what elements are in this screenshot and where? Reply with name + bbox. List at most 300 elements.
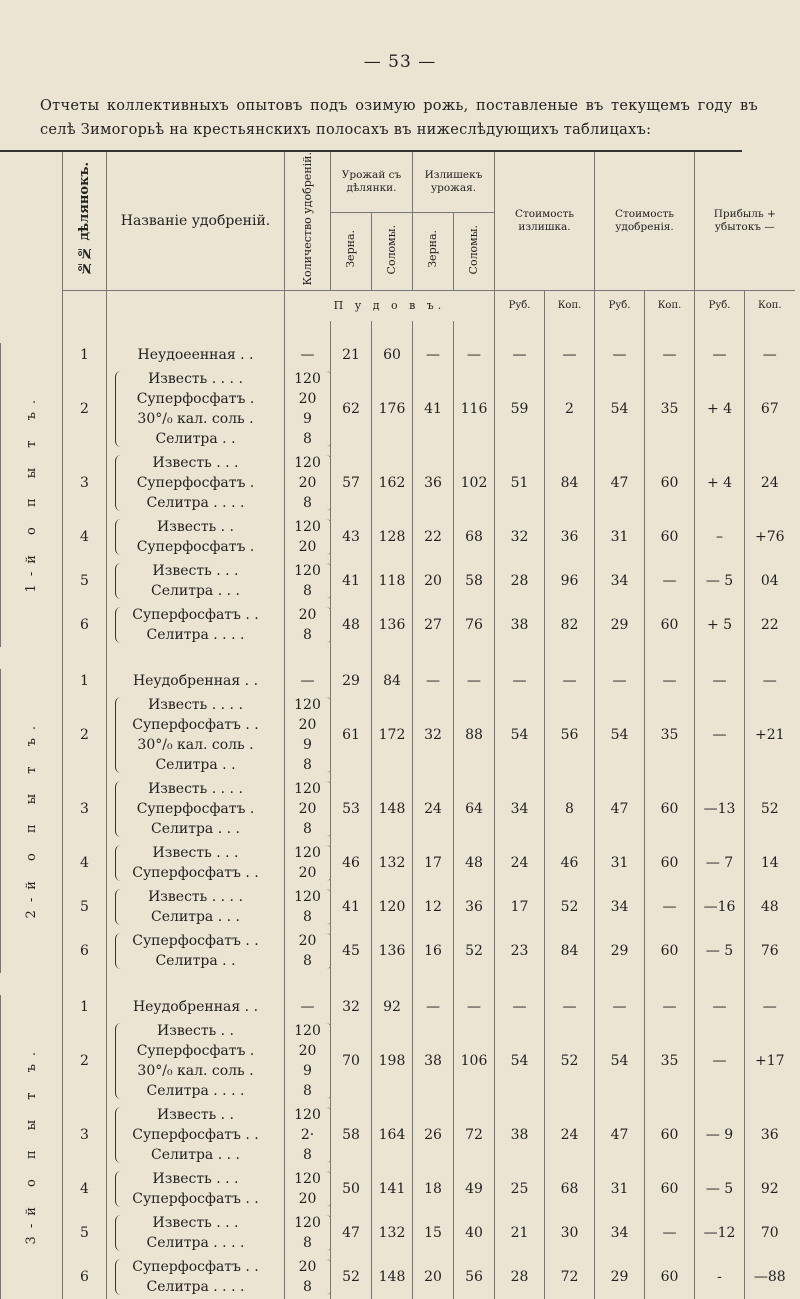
profit-kop: 24: [745, 451, 795, 515]
fertilizer-quantity: 20: [298, 474, 317, 491]
yield-grain: 57: [331, 451, 372, 515]
fert-cost-kop: 35: [645, 367, 695, 451]
profit-kop: —: [745, 995, 795, 1019]
experiment-gap: [1, 647, 795, 669]
fertilizer-quantity: 120: [294, 1022, 321, 1039]
table-row: [1, 451, 795, 515]
surplus-grain: —: [413, 995, 454, 1019]
left-brace: [115, 1023, 122, 1099]
fertilizer-quantity: 20: [298, 1190, 317, 1207]
fertilizer-quantities: [285, 515, 331, 559]
unit-kop-3: Коп.: [745, 290, 795, 321]
fertilizer-name: Суперфосфатъ . .: [132, 606, 259, 623]
yield-straw: 92: [372, 995, 413, 1019]
fertilizer-names: [107, 669, 285, 693]
surplus-cost-rub: —: [495, 995, 545, 1019]
fertilizer-quantity: 120: [294, 518, 321, 535]
surplus-cost-rub: 38: [495, 603, 545, 647]
fertilizer-quantity: 8: [303, 756, 312, 773]
fertilizer-name: Селитра . . .: [151, 820, 240, 837]
surplus-cost-kop: —: [545, 995, 595, 1019]
fertilizer-name: Селитра . . .: [151, 582, 240, 599]
surplus-header: Излишекъ урожая.: [413, 152, 495, 212]
surplus-grain: 17: [413, 841, 454, 885]
surplus-cost-kop: 36: [545, 515, 595, 559]
profit-kop: 92: [745, 1167, 795, 1211]
fertilizer-quantity: 8: [303, 1234, 312, 1251]
fertilizer-name: Селитра . . . .: [146, 1082, 245, 1099]
yield-grain: 53: [331, 777, 372, 841]
experiment-gap: [1, 973, 795, 995]
profit-rub: — 5: [695, 559, 745, 603]
fertilizer-quantities: [285, 669, 331, 693]
fertilizer-name: Селитра . . . .: [146, 494, 245, 511]
profit-rub: — 5: [695, 1167, 745, 1211]
yield-grain: 46: [331, 841, 372, 885]
fert-cost-kop: 60: [645, 929, 695, 973]
surplus-cost-rub: 28: [495, 1255, 545, 1299]
fertilizer-quantity: 8: [303, 1278, 312, 1295]
fertilizer-names: [107, 367, 285, 451]
surplus-cost-kop: 2: [545, 367, 595, 451]
fert-cost-rub: 34: [595, 1211, 645, 1255]
profit-kop: +76: [745, 515, 795, 559]
profit-rub: — 7: [695, 841, 745, 885]
quantity-header: Количество удобреній.: [285, 152, 331, 290]
experiment-gap: [1, 321, 795, 343]
fert-cost-rub: 47: [595, 451, 645, 515]
table-row: [1, 515, 795, 559]
fertilizer-quantity: 8: [303, 494, 312, 511]
fert-cost-rub: 29: [595, 603, 645, 647]
surplus-straw: 76: [454, 603, 495, 647]
fertilizer-quantity: 120: [294, 696, 321, 713]
table-row: [1, 693, 795, 777]
surplus-cost-kop: 24: [545, 1103, 595, 1167]
fertilizer-name: Селитра . . . .: [146, 1278, 245, 1295]
profit-rub: —16: [695, 885, 745, 929]
surplus-straw: 68: [454, 515, 495, 559]
fertilizer-name: 30°/₀ кал. соль .: [137, 736, 254, 753]
fertilizer-quantity: 8: [303, 908, 312, 925]
surplus-straw-header: Соломы.: [454, 212, 495, 290]
surplus-cost-kop: 84: [545, 929, 595, 973]
fert-cost-rub: —: [595, 343, 645, 367]
fertilizer-quantity: 120: [294, 888, 321, 905]
fertilizer-quantity: —: [300, 998, 315, 1015]
profit-rub: –: [695, 515, 745, 559]
surplus-cost-rub: 17: [495, 885, 545, 929]
fert-cost-kop: 35: [645, 1019, 695, 1103]
fertilizer-quantity: 120: [294, 562, 321, 579]
fertilizer-quantity: 120: [294, 1106, 321, 1123]
yield-straw: 118: [372, 559, 413, 603]
profit-kop: 76: [745, 929, 795, 973]
profit-kop: —: [745, 669, 795, 693]
yield-grain: 21: [331, 343, 372, 367]
profit-rub: —: [695, 669, 745, 693]
profit-kop: +21: [745, 693, 795, 777]
surplus-grain: 20: [413, 559, 454, 603]
fertilizer-quantities: [285, 885, 331, 929]
fertilizer-quantities: [285, 841, 331, 885]
surplus-cost-kop: 68: [545, 1167, 595, 1211]
table-row: [1, 841, 795, 885]
left-brace: [115, 371, 122, 447]
fertilizer-names: [107, 1103, 285, 1167]
yield-grain: 41: [331, 559, 372, 603]
fertilizer-quantity: 8: [303, 582, 312, 599]
surplus-grain: 18: [413, 1167, 454, 1211]
experiment-label: 1-й о п ы т ъ.: [1, 343, 63, 647]
experiment-label: 2-й о п ы т ъ.: [1, 669, 63, 973]
fertilizer-name: Известь . . . .: [148, 370, 243, 387]
fertilizer-quantity: 20: [298, 800, 317, 817]
fert-cost-rub: 54: [595, 1019, 645, 1103]
surplus-cost-rub: 24: [495, 841, 545, 885]
surplus-cost-rub: 23: [495, 929, 545, 973]
plot-number: 4: [63, 1167, 107, 1211]
fert-cost-rub: —: [595, 669, 645, 693]
left-brace: [115, 563, 122, 599]
table-row: [1, 929, 795, 973]
fertilizer-quantity: —: [300, 346, 315, 363]
fert-cost-kop: 60: [645, 451, 695, 515]
fertilizer-name: Селитра . .: [155, 430, 236, 447]
yield-straw: 128: [372, 515, 413, 559]
plot-number: 2: [63, 1019, 107, 1103]
fertilizer-header: Названіе удобреній.: [107, 152, 285, 290]
surplus-straw: 64: [454, 777, 495, 841]
fert-cost-kop: —: [645, 885, 695, 929]
fertilizer-names: [107, 1211, 285, 1255]
fertilizer-names: [107, 1167, 285, 1211]
yield-straw: 132: [372, 841, 413, 885]
fertilizer-quantities: [285, 1167, 331, 1211]
plot-number: 2: [63, 693, 107, 777]
surplus-grain: 36: [413, 451, 454, 515]
surplus-grain: 20: [413, 1255, 454, 1299]
surplus-cost-rub: 54: [495, 1019, 545, 1103]
profit-kop: —88: [745, 1255, 795, 1299]
profit-rub: —13: [695, 777, 745, 841]
fertilizer-quantities: [285, 343, 331, 367]
fert-cost-rub: 34: [595, 559, 645, 603]
unit-rub-2: Руб.: [595, 290, 645, 321]
fertilizer-name: Суперфосфатъ .: [136, 538, 255, 555]
yield-straw: 136: [372, 603, 413, 647]
fert-cost-rub: 54: [595, 367, 645, 451]
yield-straw: 60: [372, 343, 413, 367]
yield-grain: 47: [331, 1211, 372, 1255]
fert-cost-rub: 54: [595, 693, 645, 777]
surplus-straw: 56: [454, 1255, 495, 1299]
fertilizer-quantities: [285, 777, 331, 841]
fertilizer-names: [107, 693, 285, 777]
fert-cost-rub: 31: [595, 841, 645, 885]
fertilizer-quantities: [285, 603, 331, 647]
fertilizer-quantity: 9: [303, 410, 312, 427]
yield-grain: 50: [331, 1167, 372, 1211]
fertilizer-name: Селитра . . .: [151, 908, 240, 925]
fertilizer-quantities: [285, 451, 331, 515]
surplus-straw: 36: [454, 885, 495, 929]
table-row: [1, 343, 795, 367]
fert-cost-kop: —: [645, 1211, 695, 1255]
fertilizer-quantity: 20: [298, 538, 317, 555]
fertilizer-quantity: 120: [294, 1214, 321, 1231]
surplus-cost-kop: 72: [545, 1255, 595, 1299]
plots-header-unit: [63, 290, 107, 321]
surplus-cost-kop: 82: [545, 603, 595, 647]
surplus-straw: 88: [454, 693, 495, 777]
table-row: [1, 559, 795, 603]
yield-straw: 172: [372, 693, 413, 777]
surplus-cost-kop: 52: [545, 1019, 595, 1103]
fertilizer-quantity: 20: [298, 606, 317, 623]
fertilizer-name: Известь . . . .: [148, 888, 243, 905]
fertilizer-names: [107, 1019, 285, 1103]
fertilizer-quantity: 20: [298, 716, 317, 733]
yield-straw: 162: [372, 451, 413, 515]
experiment-label: 3-й о п ы т ъ.: [1, 995, 63, 1299]
profit-kop: +17: [745, 1019, 795, 1103]
fertilizer-quantity: 20: [298, 932, 317, 949]
fertilizer-names: [107, 885, 285, 929]
left-brace: [115, 1259, 122, 1295]
fert-cost-rub: 34: [595, 885, 645, 929]
table-body: [1, 321, 795, 1299]
fert-cost-kop: 60: [645, 515, 695, 559]
yield-straw: 164: [372, 1103, 413, 1167]
surplus-straw: —: [454, 669, 495, 693]
surplus-cost-rub: 28: [495, 559, 545, 603]
yield-straw: 141: [372, 1167, 413, 1211]
surplus-grain: 22: [413, 515, 454, 559]
yield-grain: 61: [331, 693, 372, 777]
surplus-grain: 26: [413, 1103, 454, 1167]
surplus-grain: 16: [413, 929, 454, 973]
yield-straw: 198: [372, 1019, 413, 1103]
profit-kop: —: [745, 343, 795, 367]
fertilizer-header-unit: [107, 290, 285, 321]
surplus-straw: 72: [454, 1103, 495, 1167]
yield-straw: 148: [372, 1255, 413, 1299]
fertilizer-name: Селитра . .: [155, 952, 236, 969]
surplus-cost-kop: 46: [545, 841, 595, 885]
fertilizer-quantity: 120: [294, 1170, 321, 1187]
profit-rub: — 5: [695, 929, 745, 973]
table-row: [1, 1019, 795, 1103]
table-row: [1, 603, 795, 647]
plots-header: №№ дѣлянокъ.: [63, 152, 107, 290]
profit-header: Прибыль + убытокъ —: [695, 152, 795, 290]
fertilizer-names: [107, 1255, 285, 1299]
left-brace: [115, 697, 122, 773]
surplus-straw: 52: [454, 929, 495, 973]
surplus-straw: 106: [454, 1019, 495, 1103]
fert-cost-rub: —: [595, 995, 645, 1019]
fertilizer-quantities: [285, 929, 331, 973]
fert-cost-kop: —: [645, 559, 695, 603]
fertilizer-quantity: 8: [303, 820, 312, 837]
plot-number: 3: [63, 777, 107, 841]
fert-cost-kop: 60: [645, 841, 695, 885]
plot-number: 4: [63, 841, 107, 885]
yield-grain: 70: [331, 1019, 372, 1103]
fert-cost-kop: 60: [645, 603, 695, 647]
surplus-straw: 48: [454, 841, 495, 885]
table-row: [1, 1211, 795, 1255]
unit-kop-2: Коп.: [645, 290, 695, 321]
fert-cost-rub: 47: [595, 777, 645, 841]
surplus-grain: 12: [413, 885, 454, 929]
profit-kop: 14: [745, 841, 795, 885]
yield-grain: 48: [331, 603, 372, 647]
profit-rub: —12: [695, 1211, 745, 1255]
yield-grain: 41: [331, 885, 372, 929]
fertilizer-name: Известь . . .: [152, 1170, 239, 1187]
fertilizer-quantity: 8: [303, 430, 312, 447]
fertilizer-name: Суперфосфатъ . .: [132, 932, 259, 949]
surplus-cost-rub: —: [495, 669, 545, 693]
surplus-cost-rub: 25: [495, 1167, 545, 1211]
profit-rub: —: [695, 1019, 745, 1103]
table-row: [1, 1167, 795, 1211]
fertilizer-names: [107, 559, 285, 603]
left-brace: [115, 1215, 122, 1251]
profit-rub: —: [695, 343, 745, 367]
profit-rub: —: [695, 995, 745, 1019]
fertilizer-name: 30°/₀ кал. соль .: [137, 410, 254, 427]
surplus-cost-kop: 56: [545, 693, 595, 777]
fertilizer-quantities: [285, 1211, 331, 1255]
surplus-grain-header: Зерна.: [413, 212, 454, 290]
plot-number: 1: [63, 669, 107, 693]
fertilizer-name: Неудоеенная . .: [137, 346, 254, 363]
fertilizer-name: Суперфосфатъ . .: [132, 864, 259, 881]
fert-cost-kop: —: [645, 343, 695, 367]
fertilizer-quantity: 120: [294, 454, 321, 471]
plot-number: 2: [63, 367, 107, 451]
fertilizer-names: [107, 343, 285, 367]
unit-rub-1: Руб.: [495, 290, 545, 321]
fertilizer-quantity: 8: [303, 1146, 312, 1163]
surplus-straw: —: [454, 995, 495, 1019]
surplus-straw: 40: [454, 1211, 495, 1255]
fertilizer-quantity: 120: [294, 780, 321, 797]
fertilizer-quantities: [285, 367, 331, 451]
fert-cost-kop: 60: [645, 1103, 695, 1167]
fertilizer-name: Суперфосфатъ . .: [132, 1190, 259, 1207]
surplus-cost-kop: 52: [545, 885, 595, 929]
fertilizer-name: Известь . .: [156, 1022, 235, 1039]
plot-number: 3: [63, 451, 107, 515]
fertilizer-name: Суперфосфатъ .: [136, 1042, 255, 1059]
yield-grain: 45: [331, 929, 372, 973]
fertilizer-name: Известь . . .: [152, 562, 239, 579]
table-row: [1, 367, 795, 451]
fert-cost-rub: 29: [595, 929, 645, 973]
surplus-grain: 27: [413, 603, 454, 647]
fert-cost-kop: 35: [645, 693, 695, 777]
fertilizer-name: Суперфосфатъ . .: [132, 1126, 259, 1143]
fert-cost-kop: —: [645, 669, 695, 693]
plot-number: 5: [63, 885, 107, 929]
yield-grain: 58: [331, 1103, 372, 1167]
fertilizer-names: [107, 841, 285, 885]
fertilizer-quantities: [285, 559, 331, 603]
fert-cost-rub: 31: [595, 515, 645, 559]
fertilizer-names: [107, 929, 285, 973]
table-row: [1, 995, 795, 1019]
fertilizer-quantity: 2·: [300, 1126, 315, 1143]
yield-grain: 52: [331, 1255, 372, 1299]
yield-header: Урожай съ дѣлянки.: [331, 152, 413, 212]
fertilizer-names: [107, 515, 285, 559]
left-brace: [115, 455, 122, 511]
yield-grain: 62: [331, 367, 372, 451]
profit-rub: + 5: [695, 603, 745, 647]
fertilizer-quantity: 9: [303, 736, 312, 753]
fertilizer-names: [107, 603, 285, 647]
surplus-straw: 116: [454, 367, 495, 451]
surplus-straw: 102: [454, 451, 495, 515]
page-number: — 53 —: [363, 52, 437, 72]
fertilizer-name: Суперфосфатъ .: [136, 800, 255, 817]
yield-grain: 43: [331, 515, 372, 559]
yield-straw: 132: [372, 1211, 413, 1255]
fertilizer-name: Суперфосфатъ .: [136, 390, 255, 407]
table-row: [1, 885, 795, 929]
fertilizer-quantity: 120: [294, 844, 321, 861]
left-brace: [115, 889, 122, 925]
left-brace: [115, 933, 122, 969]
plot-number: 6: [63, 603, 107, 647]
surplus-grain: —: [413, 669, 454, 693]
fertilizer-name: Известь . . . .: [148, 780, 243, 797]
surplus-cost-rub: 54: [495, 693, 545, 777]
plot-number: 3: [63, 1103, 107, 1167]
surplus-grain: 41: [413, 367, 454, 451]
fertilizer-name: Суперфосфатъ .: [136, 474, 255, 491]
left-brace: [115, 845, 122, 881]
fertilizer-quantity: 8: [303, 952, 312, 969]
yield-straw: 148: [372, 777, 413, 841]
yield-straw: 120: [372, 885, 413, 929]
plot-number: 5: [63, 559, 107, 603]
profit-kop: 22: [745, 603, 795, 647]
fert-cost-kop: 60: [645, 1255, 695, 1299]
surplus-cost-rub: —: [495, 343, 545, 367]
left-brace: [115, 607, 122, 643]
left-brace: [115, 781, 122, 837]
fertilizer-quantity: 8: [303, 626, 312, 643]
profit-kop: 04: [745, 559, 795, 603]
fertilizer-quantities: [285, 1255, 331, 1299]
fertilizer-quantity: 8: [303, 1082, 312, 1099]
profit-rub: — 9: [695, 1103, 745, 1167]
left-brace: [115, 1171, 122, 1207]
fertilizer-name: Селитра . . .: [151, 1146, 240, 1163]
left-brace: [115, 1107, 122, 1163]
surplus-grain: 24: [413, 777, 454, 841]
surplus-cost-rub: 34: [495, 777, 545, 841]
surplus-grain: 15: [413, 1211, 454, 1255]
fert-cost-kop: 60: [645, 777, 695, 841]
surplus-straw: —: [454, 343, 495, 367]
surplus-cost-kop: 84: [545, 451, 595, 515]
